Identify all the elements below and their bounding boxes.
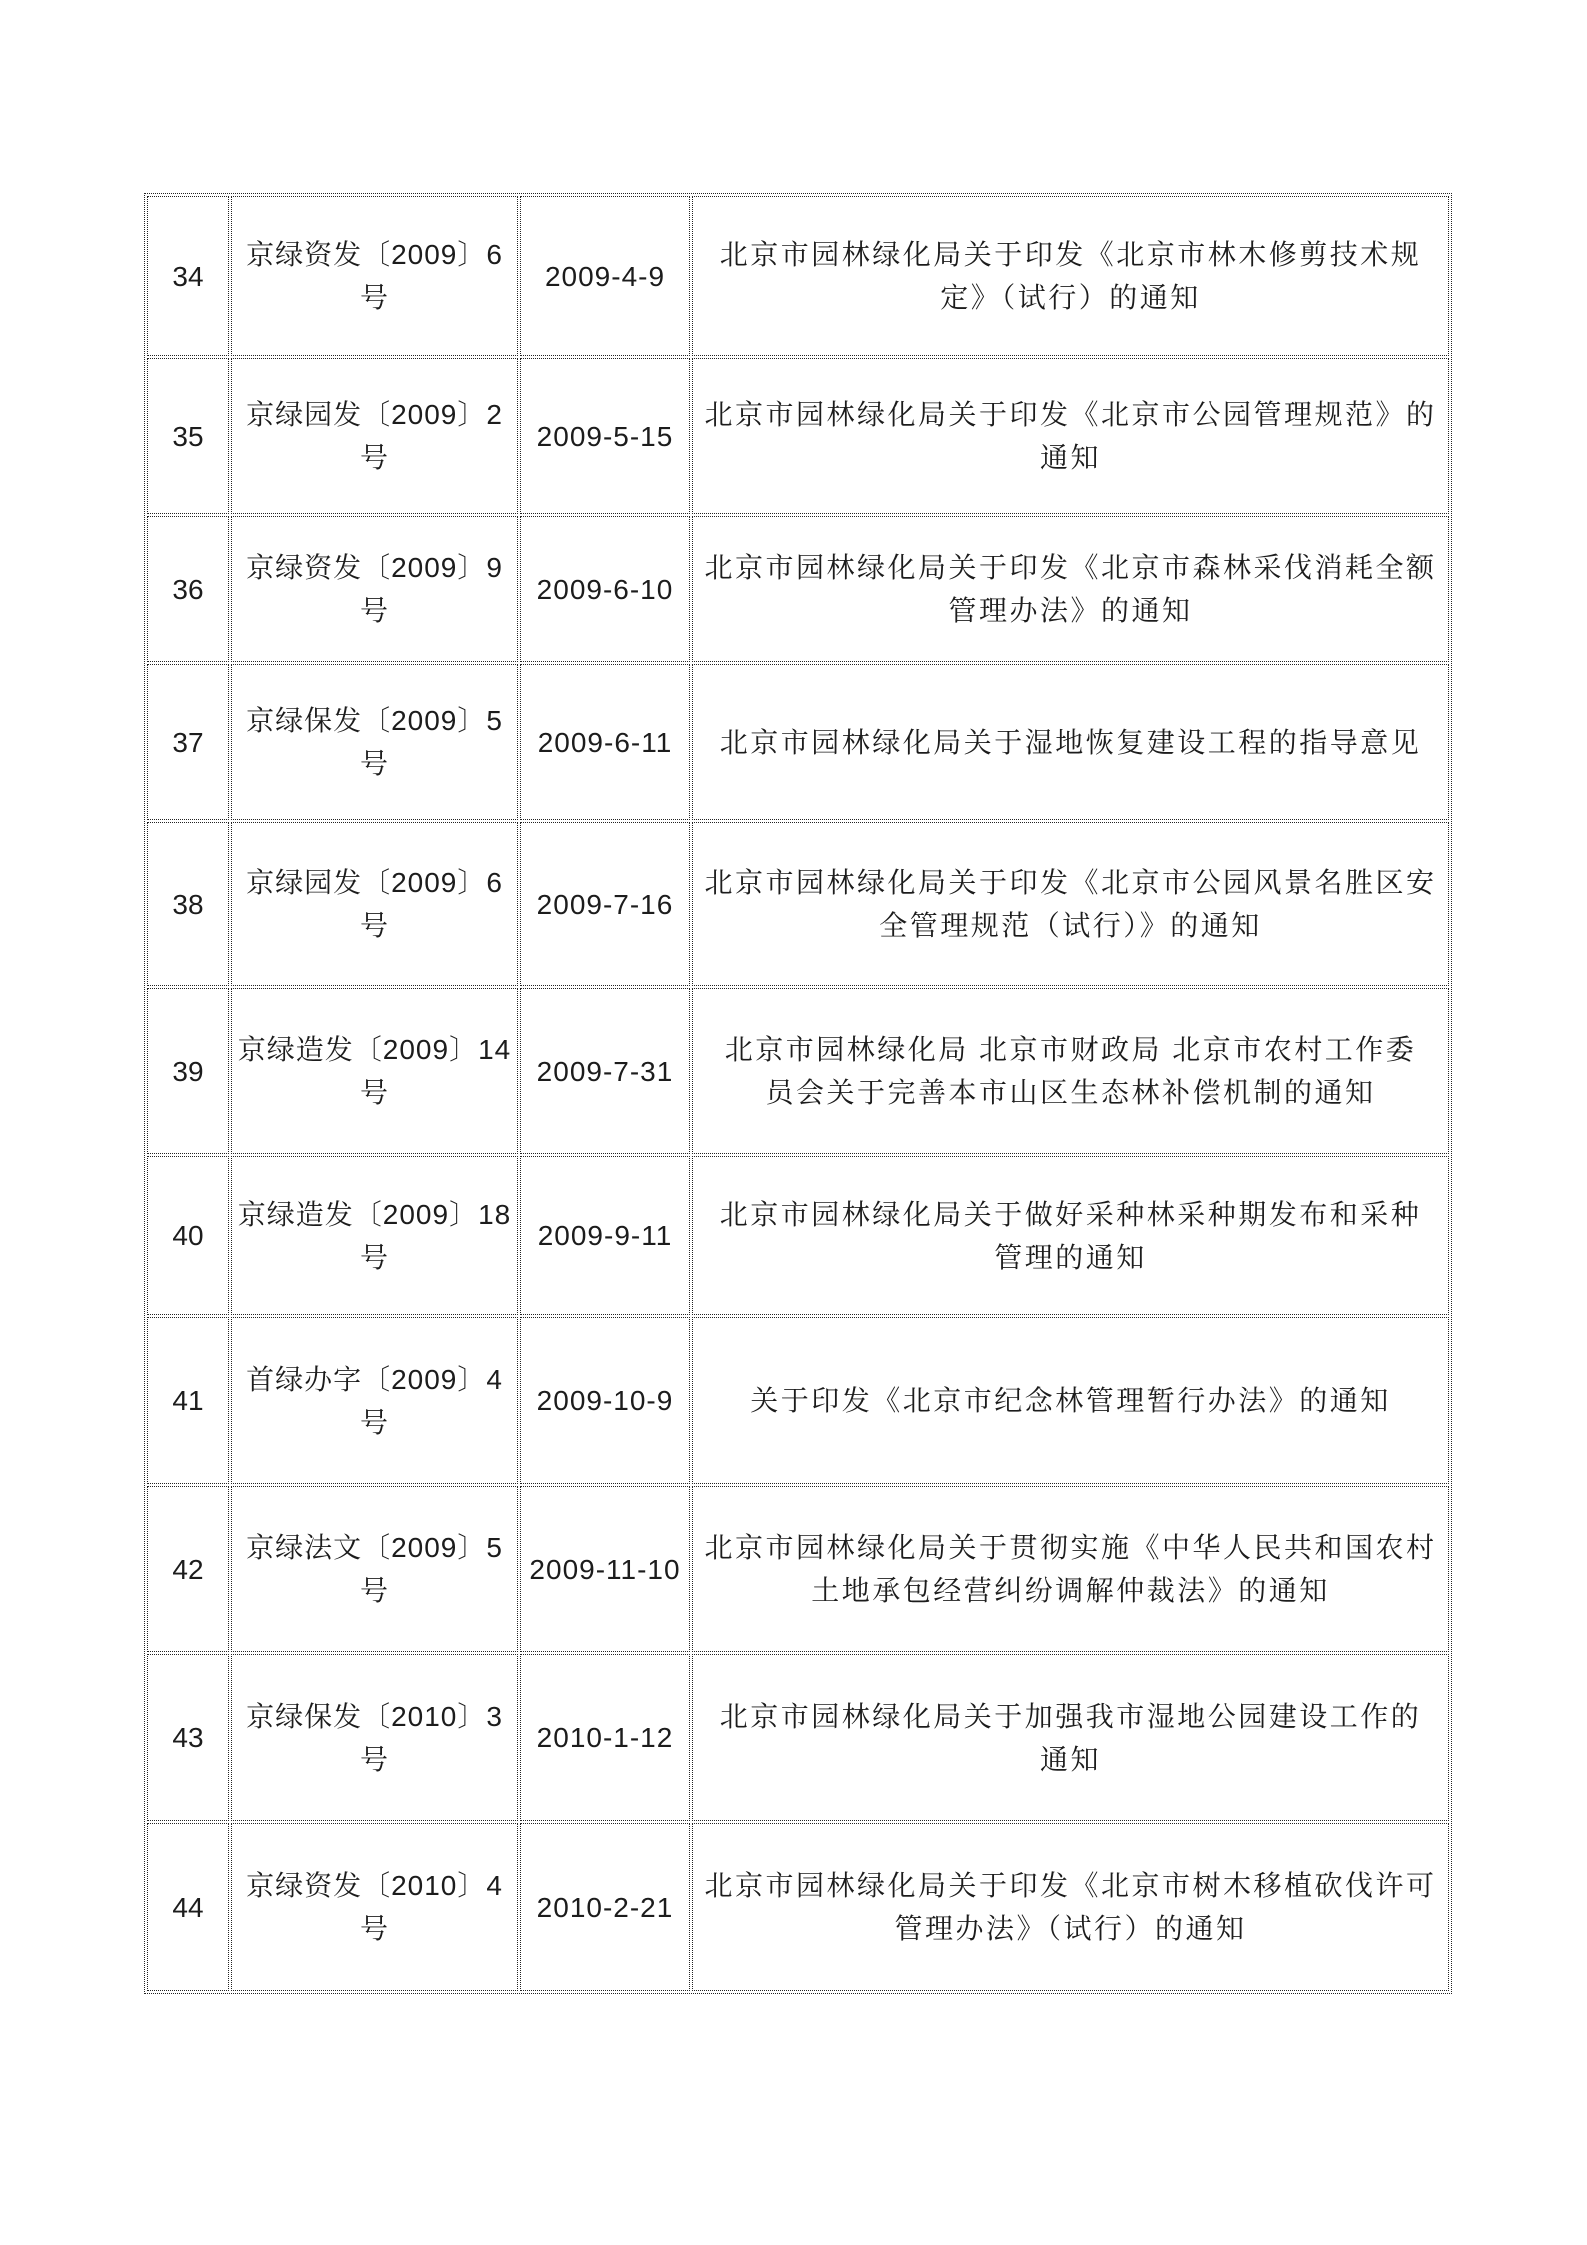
document-number-line: 京绿保发〔2010〕3 — [246, 1700, 503, 1732]
row-number: 35 — [147, 358, 229, 514]
document-number-line: 号 — [359, 282, 389, 313]
document-title — [692, 1823, 1449, 1991]
document-number-line: 号 — [359, 1406, 389, 1438]
document-title — [692, 1486, 1449, 1652]
document-number — [231, 822, 518, 986]
document-number-line: 号 — [359, 748, 389, 779]
row-number: 42 — [147, 1486, 229, 1652]
table-row — [147, 358, 1449, 514]
document-number — [231, 1486, 518, 1652]
document-title — [692, 822, 1449, 986]
document-title-line: 员会关于完善本市山区生态林补偿机制的通知 — [765, 1077, 1376, 1108]
document-number-line: 京绿资发〔2009〕6 — [246, 239, 503, 270]
document-title-line: 北京市园林绿化局关于印发《北京市公园风景名胜区安 — [704, 867, 1437, 898]
document-number-line: 号 — [359, 1913, 389, 1944]
document-number-line: 京绿法文〔2009〕5 — [246, 1532, 503, 1563]
document-number-line: 京绿保发〔2009〕5 — [246, 705, 503, 736]
document-title-line: 北京市园林绿化局关于印发《北京市公园管理规范》的 — [704, 399, 1437, 430]
issue-date: 2009-9-11 — [520, 1156, 690, 1315]
document-title-line: 北京市园林绿化局关于加强我市湿地公园建设工作的 — [719, 1700, 1422, 1732]
document-number-line: 号 — [359, 1575, 389, 1606]
document-number — [231, 1156, 518, 1315]
document-title-line: 定》（试行）的通知 — [940, 282, 1201, 313]
document-title-line: 北京市园林绿化局 北京市财政局 北京市农村工作委 — [724, 1034, 1417, 1065]
document-number — [231, 1317, 518, 1484]
issue-date: 2009-6-10 — [520, 516, 690, 662]
document-title — [692, 664, 1449, 820]
document-number — [231, 664, 518, 820]
document-list-table — [144, 193, 1452, 1994]
row-number: 38 — [147, 822, 229, 986]
document-title-line: 通知 — [1039, 1743, 1101, 1775]
table-row — [147, 1156, 1449, 1315]
row-number: 44 — [147, 1823, 229, 1991]
document-title-line: 北京市园林绿化局关于印发《北京市林木修剪技术规 — [719, 239, 1422, 270]
document-number-line: 京绿园发〔2009〕2 — [246, 399, 503, 430]
issue-date: 2009-6-11 — [520, 664, 690, 820]
document-number-line: 号 — [359, 1077, 389, 1108]
document-number — [231, 988, 518, 1154]
document-title-line: 北京市园林绿化局关于印发《北京市树木移植砍伐许可 — [704, 1870, 1437, 1901]
document-title-line: 北京市园林绿化局关于印发《北京市森林采伐消耗全额 — [704, 552, 1437, 583]
document-number-line: 号 — [359, 910, 389, 941]
row-number: 40 — [147, 1156, 229, 1315]
row-number: 36 — [147, 516, 229, 662]
document-number — [231, 516, 518, 662]
document-title — [692, 358, 1449, 514]
issue-date: 2010-2-21 — [520, 1823, 690, 1991]
document-title — [692, 516, 1449, 662]
document-number — [231, 358, 518, 514]
row-number: 37 — [147, 664, 229, 820]
document-number-line: 京绿资发〔2010〕4 — [246, 1870, 503, 1901]
issue-date: 2009-5-15 — [520, 358, 690, 514]
document-number-line: 号 — [359, 1743, 389, 1775]
document-title-line: 通知 — [1039, 442, 1101, 473]
document-number-line: 京绿资发〔2009〕9 — [246, 552, 503, 583]
row-number: 34 — [147, 196, 229, 356]
row-number: 43 — [147, 1654, 229, 1821]
document-number — [231, 1823, 518, 1991]
document-number — [231, 1654, 518, 1821]
document-title-line: 土地承包经营纠纷调解仲裁法》的通知 — [811, 1575, 1330, 1606]
document-title — [692, 1317, 1449, 1484]
row-number: 39 — [147, 988, 229, 1154]
table-row — [147, 516, 1449, 662]
issue-date: 2009-7-31 — [520, 988, 690, 1154]
document-number-line: 号 — [359, 1241, 389, 1273]
document-title — [692, 1156, 1449, 1315]
document-title-line: 管理的通知 — [994, 1241, 1147, 1273]
table-row — [147, 822, 1449, 986]
document-title — [692, 1654, 1449, 1821]
document-title-line: 管理办法》的通知 — [948, 595, 1193, 626]
issue-date: 2009-7-16 — [520, 822, 690, 986]
document-title-line: 北京市园林绿化局关于贯彻实施《中华人民共和国农村 — [704, 1532, 1437, 1563]
document-title — [692, 196, 1449, 356]
document-number-line: 号 — [359, 595, 389, 626]
issue-date: 2009-11-10 — [520, 1486, 690, 1652]
issue-date: 2009-4-9 — [520, 196, 690, 356]
document-number-line: 首绿办字〔2009〕4 — [246, 1363, 503, 1395]
table-row — [147, 1486, 1449, 1652]
document-title-line: 北京市园林绿化局关于湿地恢复建设工程的指导意见 — [719, 726, 1422, 758]
document-title-line: 管理办法》（试行）的通知 — [894, 1913, 1247, 1944]
document-number-line: 号 — [359, 442, 389, 473]
document-number — [231, 196, 518, 356]
table-row — [147, 1317, 1449, 1484]
document-title-line: 全管理规范（试行）》的通知 — [879, 910, 1262, 941]
table-row — [147, 1823, 1449, 1991]
table-row — [147, 988, 1449, 1154]
row-number: 41 — [147, 1317, 229, 1484]
document-number-line: 京绿园发〔2009〕6 — [246, 867, 503, 898]
issue-date: 2009-10-9 — [520, 1317, 690, 1484]
document-title-line: 北京市园林绿化局关于做好采种林采种期发布和采种 — [719, 1198, 1422, 1230]
document-number-line: 京绿造发〔2009〕18 — [237, 1198, 512, 1230]
document-title-line: 关于印发《北京市纪念林管理暂行办法》的通知 — [750, 1385, 1391, 1416]
table-row — [147, 196, 1449, 356]
table-row — [147, 1654, 1449, 1821]
document-number-line: 京绿造发〔2009〕14 — [237, 1034, 512, 1065]
issue-date: 2010-1-12 — [520, 1654, 690, 1821]
table-row — [147, 664, 1449, 820]
document-title — [692, 988, 1449, 1154]
